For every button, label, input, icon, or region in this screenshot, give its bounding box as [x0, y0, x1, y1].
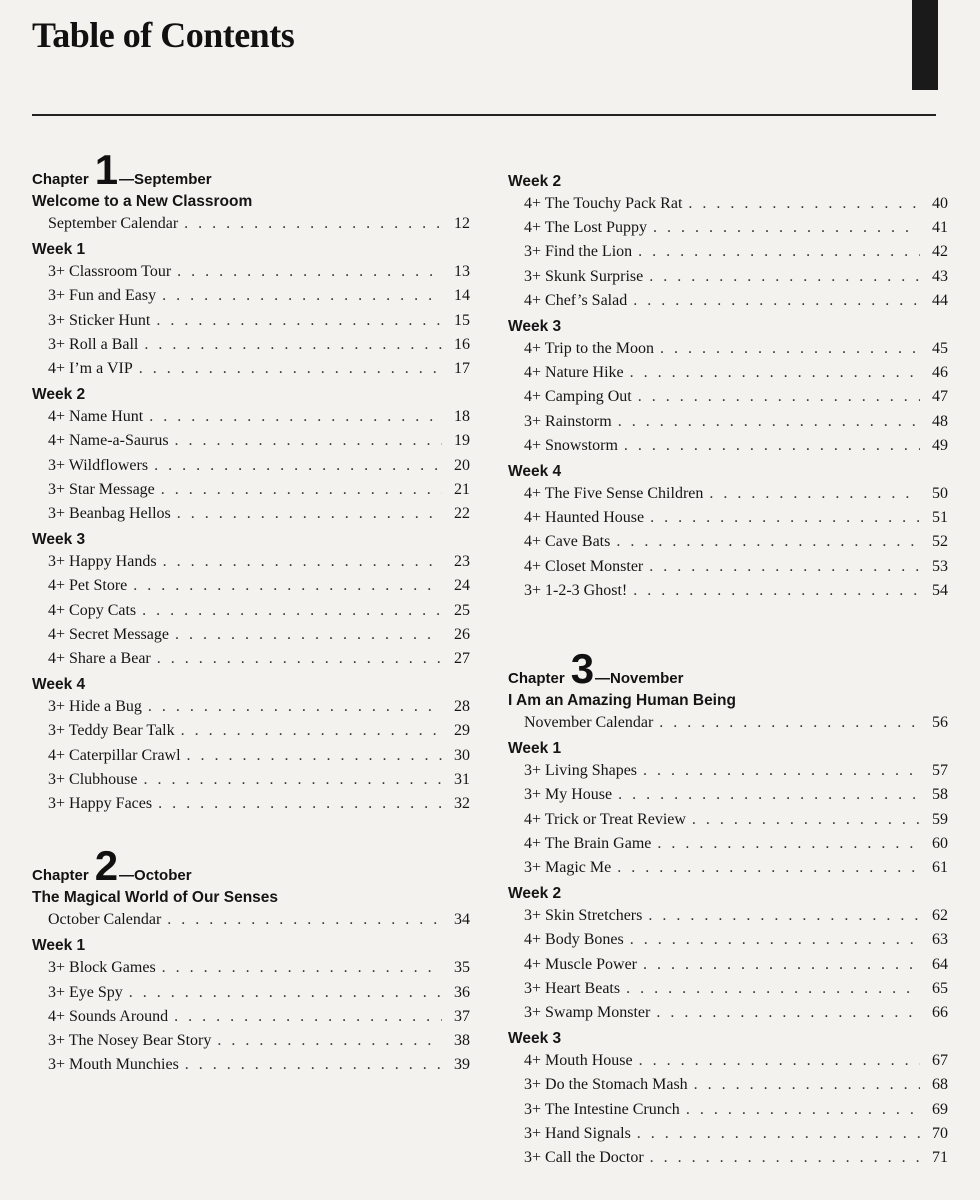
entry-label: 3+ Happy Faces [48, 795, 153, 813]
dot-leader [144, 333, 442, 357]
dot-leader [649, 265, 920, 289]
toc-entry[interactable] [32, 695, 470, 719]
entry-label: 4+ Name-a-Saurus [48, 432, 169, 450]
toc-entry[interactable] [508, 904, 948, 928]
page-number: 20 [454, 456, 470, 474]
entry-label: October Calendar [48, 911, 162, 929]
entry-label: 3+ 1-2-3 Ghost! [524, 581, 628, 599]
chapter-month: —October [119, 867, 192, 885]
dot-leader [692, 808, 920, 832]
toc-entry[interactable] [508, 1001, 948, 1025]
dot-leader [637, 1122, 920, 1146]
page-number: 15 [454, 311, 470, 329]
week-heading: Week 3 [32, 531, 86, 549]
entry-label: 4+ Snowstorm [524, 436, 618, 454]
page-number: 44 [932, 291, 948, 309]
toc-entry[interactable] [32, 260, 470, 284]
page-number: 58 [932, 786, 948, 804]
entry-label: 4+ Camping Out [524, 388, 632, 406]
dot-leader [624, 434, 920, 458]
dot-leader [148, 695, 442, 719]
title-rule [32, 114, 936, 116]
dot-leader [167, 908, 442, 932]
page-number: 25 [454, 601, 470, 619]
page-number: 28 [454, 698, 470, 716]
entry-label: 3+ Happy Hands [48, 553, 157, 571]
page-number: 65 [932, 979, 948, 997]
dot-leader [133, 574, 442, 598]
toc-entry[interactable] [32, 768, 470, 792]
page-number: 22 [454, 505, 470, 523]
toc-entry[interactable] [32, 908, 470, 932]
page-number: 27 [454, 650, 470, 668]
toc-entry[interactable] [508, 530, 948, 554]
toc-entry[interactable] [32, 574, 470, 598]
entry-label: 4+ Closet Monster [524, 557, 644, 575]
dot-leader [142, 599, 442, 623]
toc-entry[interactable] [32, 623, 470, 647]
week-heading: Week 1 [32, 937, 86, 955]
entry-label: 4+ Body Bones [524, 931, 624, 949]
dot-leader [175, 429, 442, 453]
page-number: 39 [454, 1056, 470, 1074]
page-number: 49 [932, 436, 948, 454]
entry-label: 3+ Clubhouse [48, 770, 138, 788]
page-number: 46 [932, 364, 948, 382]
entry-label: September Calendar [48, 215, 179, 232]
page-number: 23 [454, 553, 470, 571]
dot-leader [616, 530, 920, 554]
chapter-heading [32, 146, 470, 193]
page-number: 57 [932, 762, 948, 780]
entry-label: 4+ Mouth House [524, 1052, 633, 1070]
entry-label: 4+ Muscle Power [524, 955, 638, 973]
entry-label: 4+ Trip to the Moon [524, 340, 654, 358]
dot-leader [181, 719, 442, 743]
left-column [32, 146, 470, 1077]
week-heading: Week 2 [508, 885, 562, 903]
page-number: 45 [932, 340, 948, 358]
week-heading: Week 3 [508, 318, 562, 336]
entry-label: 3+ Wildflowers [48, 456, 149, 474]
week-heading: Week 1 [508, 740, 562, 758]
dot-leader [638, 385, 920, 409]
page-number: 16 [454, 335, 470, 353]
dot-leader [709, 482, 920, 506]
entry-label: 4+ Caterpillar Crawl [48, 746, 181, 764]
entry-label: 3+ The Intestine Crunch [524, 1100, 680, 1118]
dot-leader [643, 953, 920, 977]
dot-leader [626, 977, 920, 1001]
page-number: 51 [932, 509, 948, 527]
entry-label: 3+ Classroom Tour [48, 263, 172, 281]
toc-entry[interactable] [32, 1053, 470, 1077]
week-heading: Week 3 [508, 1030, 562, 1048]
dot-leader [630, 361, 920, 385]
dot-leader [650, 506, 920, 530]
toc-entry[interactable] [508, 410, 948, 434]
entry-label: 4+ Copy Cats [48, 601, 137, 619]
chapter-title: I Am an Amazing Human Being [508, 692, 736, 710]
page-number: 42 [932, 243, 948, 261]
page-number: 24 [454, 577, 470, 595]
dot-leader [650, 1146, 920, 1170]
dot-leader [617, 856, 920, 880]
entry-label: 4+ Nature Hike [524, 364, 624, 382]
page-number: 12 [454, 215, 470, 232]
chapter-number: 2 [94, 842, 118, 890]
page-number: 50 [932, 485, 948, 503]
page-number: 54 [932, 581, 948, 599]
chapter-section [508, 645, 948, 1170]
dot-leader [175, 623, 442, 647]
toc-entry[interactable] [32, 981, 470, 1005]
toc-entry[interactable] [508, 337, 948, 361]
page-number: 70 [932, 1124, 948, 1142]
dot-leader [638, 240, 920, 264]
toc-entry[interactable] [508, 783, 948, 807]
dot-leader [157, 647, 442, 671]
entry-label: 4+ Cave Bats [524, 533, 611, 551]
toc-entry[interactable] [32, 454, 470, 478]
page-number: 40 [932, 195, 948, 212]
entry-label: 4+ Sounds Around [48, 1007, 169, 1025]
toc-entry[interactable] [32, 309, 470, 333]
page-title: Table of Contents [32, 15, 295, 55]
chapter-word: Chapter [32, 171, 89, 188]
entry-label: 3+ Star Message [48, 480, 155, 498]
page-number: 31 [454, 770, 470, 788]
toc-entry[interactable] [508, 579, 948, 603]
chapter-heading [508, 645, 948, 693]
page-number: 52 [932, 533, 948, 551]
chapter-word: Chapter [32, 867, 89, 885]
chapter-section [32, 146, 470, 816]
toc-entry[interactable] [508, 265, 948, 289]
dot-leader [187, 744, 442, 768]
page-number: 69 [932, 1100, 948, 1118]
page-number: 13 [454, 263, 470, 281]
week-heading: Week 4 [508, 463, 562, 481]
page-number: 56 [932, 714, 948, 732]
page-number: 35 [454, 959, 470, 977]
dot-leader [639, 1049, 920, 1073]
toc-entry[interactable] [508, 216, 948, 240]
dot-leader [656, 1001, 920, 1025]
page-number: 26 [454, 625, 470, 643]
entry-label: 4+ Share a Bear [48, 650, 151, 668]
entry-label: 3+ My House [524, 786, 613, 804]
page-number: 38 [454, 1032, 470, 1050]
dot-leader [158, 792, 442, 816]
entry-label: 4+ I’m a VIP [48, 360, 133, 378]
chapter-heading [32, 842, 470, 890]
toc-entry[interactable] [508, 856, 948, 880]
toc-entry[interactable] [32, 550, 470, 574]
page-number: 14 [454, 287, 470, 305]
week-heading: Week 4 [32, 676, 86, 694]
entry-label: 3+ Beanbag Hellos [48, 505, 171, 523]
toc-entry[interactable] [32, 647, 470, 671]
entry-label: 3+ Eye Spy [48, 983, 123, 1001]
dot-leader [185, 1053, 442, 1077]
toc-entry[interactable] [32, 333, 470, 357]
entry-label: 3+ Rainstorm [524, 412, 612, 430]
entry-label: 3+ Fun and Easy [48, 287, 157, 305]
entry-label: 4+ The Touchy Pack Rat [524, 195, 683, 212]
toc-entry[interactable] [508, 192, 948, 216]
entry-label: 4+ The Brain Game [524, 834, 652, 852]
toc-entry[interactable] [508, 240, 948, 264]
dot-leader [174, 1005, 442, 1029]
entry-label: 4+ Secret Message [48, 625, 169, 643]
toc-entry[interactable] [32, 1029, 470, 1053]
entry-label: 3+ Living Shapes [524, 762, 638, 780]
page-number: 64 [932, 955, 948, 973]
entry-label: 4+ The Lost Puppy [524, 219, 647, 237]
entry-label: 4+ Name Hunt [48, 408, 144, 426]
entry-label: 3+ Skin Stretchers [524, 907, 643, 925]
toc-entry[interactable] [508, 1049, 948, 1073]
entry-label: 3+ Skunk Surprise [524, 267, 644, 285]
entry-label: 4+ Trick or Treat Review [524, 810, 686, 828]
toc-entry[interactable] [508, 1146, 948, 1170]
toc-entry[interactable] [32, 405, 470, 429]
page-number: 60 [932, 834, 948, 852]
dot-leader [686, 1098, 920, 1122]
dot-leader [162, 956, 442, 980]
page-number: 41 [932, 219, 948, 237]
dot-leader [161, 478, 442, 502]
dot-leader [694, 1073, 920, 1097]
dot-leader [129, 981, 442, 1005]
toc-entry[interactable] [508, 977, 948, 1001]
page-number: 62 [932, 907, 948, 925]
dot-leader [162, 284, 442, 308]
dot-leader [688, 192, 920, 216]
dot-leader [154, 454, 442, 478]
toc-entry[interactable] [508, 506, 948, 530]
chapter-section [32, 842, 470, 1077]
dot-leader [139, 357, 442, 381]
chapter-month: —September [119, 171, 212, 188]
page-number: 36 [454, 983, 470, 1001]
page-number: 34 [454, 911, 470, 929]
entry-label: 3+ Sticker Hunt [48, 311, 151, 329]
entry-label: 3+ Magic Me [524, 859, 612, 877]
entry-label: 3+ Find the Lion [524, 243, 633, 261]
toc-entry[interactable] [32, 956, 470, 980]
page-number: 66 [932, 1004, 948, 1022]
page-number: 19 [454, 432, 470, 450]
dot-leader [184, 212, 442, 236]
page-edge-tab-marker [912, 0, 938, 90]
entry-label: 3+ Do the Stomach Mash [524, 1076, 688, 1094]
toc-entry[interactable] [508, 808, 948, 832]
week-heading: Week 2 [32, 386, 86, 404]
entry-label: 3+ Mouth Munchies [48, 1056, 179, 1074]
entry-label: 3+ Swamp Monster [524, 1004, 651, 1022]
toc-entry[interactable] [508, 361, 948, 385]
dot-leader [177, 260, 442, 284]
page-number: 18 [454, 408, 470, 426]
toc-entry[interactable] [32, 792, 470, 816]
toc-entry[interactable] [508, 385, 948, 409]
chapter-title: Welcome to a New Classroom [32, 193, 253, 210]
toc-entry[interactable] [508, 555, 948, 579]
entry-label: 4+ Chef’s Salad [524, 291, 628, 309]
toc-entry[interactable] [32, 599, 470, 623]
page-number: 48 [932, 412, 948, 430]
toc-entry[interactable] [32, 719, 470, 743]
dot-leader [649, 555, 920, 579]
week-heading: Week 2 [508, 173, 562, 190]
page-number: 68 [932, 1076, 948, 1094]
toc-entry[interactable] [32, 478, 470, 502]
toc-entry[interactable] [508, 832, 948, 856]
toc-entry[interactable] [32, 429, 470, 453]
page-number: 63 [932, 931, 948, 949]
chapter-word: Chapter [508, 670, 565, 688]
dot-leader [643, 759, 920, 783]
dot-leader [163, 550, 442, 574]
week-heading: Week 1 [32, 241, 86, 259]
dot-leader [660, 337, 920, 361]
page-number: 17 [454, 360, 470, 378]
entry-label: 4+ Pet Store [48, 577, 128, 595]
page-number: 59 [932, 810, 948, 828]
toc-entry[interactable] [508, 1073, 948, 1097]
entry-label: 3+ Roll a Ball [48, 335, 139, 353]
entry-label: 3+ Teddy Bear Talk [48, 722, 175, 740]
entry-label: 3+ Hide a Bug [48, 698, 142, 716]
chapter-month: —November [595, 670, 684, 688]
toc-entry[interactable] [508, 759, 948, 783]
dot-leader [659, 711, 920, 735]
page-number: 43 [932, 267, 948, 285]
toc-entry[interactable] [508, 434, 948, 458]
toc-entry[interactable] [508, 928, 948, 952]
dot-leader [177, 502, 442, 526]
right-column [508, 168, 948, 1170]
toc-entry[interactable] [508, 482, 948, 506]
page-number: 47 [932, 388, 948, 406]
page-number: 29 [454, 722, 470, 740]
page-number: 21 [454, 480, 470, 498]
dot-leader [143, 768, 442, 792]
dot-leader [633, 579, 920, 603]
dot-leader [217, 1029, 442, 1053]
entry-label: 4+ The Five Sense Children [524, 485, 704, 503]
toc-entry[interactable] [32, 1005, 470, 1029]
entry-label: 3+ Block Games [48, 959, 156, 977]
toc-entry[interactable] [32, 502, 470, 526]
page-number: 61 [932, 859, 948, 877]
toc-entry[interactable] [508, 1098, 948, 1122]
dot-leader [156, 309, 442, 333]
dot-leader [618, 783, 920, 807]
chapter-title: The Magical World of Our Senses [32, 889, 279, 907]
toc-entry[interactable] [32, 744, 470, 768]
toc-entry[interactable] [508, 711, 948, 735]
dot-leader [149, 405, 442, 429]
page-number: 71 [932, 1149, 948, 1167]
toc-entry[interactable] [32, 284, 470, 308]
dot-leader [633, 289, 920, 313]
entry-label: 3+ Heart Beats [524, 979, 621, 997]
entry-label: November Calendar [524, 714, 654, 732]
entry-label: 3+ Call the Doctor [524, 1149, 644, 1167]
page-number: 53 [932, 557, 948, 575]
dot-leader [648, 904, 920, 928]
toc-entry[interactable] [508, 953, 948, 977]
entry-label: 3+ Hand Signals [524, 1124, 631, 1142]
entry-label: 4+ Haunted House [524, 509, 645, 527]
dot-leader [618, 410, 920, 434]
toc-entry[interactable] [32, 357, 470, 381]
entry-label: 3+ The Nosey Bear Story [48, 1032, 212, 1050]
dot-leader [657, 832, 920, 856]
chapter-number: 1 [94, 146, 118, 193]
chapter-number: 3 [570, 645, 594, 693]
toc-entry[interactable] [508, 1122, 948, 1146]
toc-entry[interactable] [508, 289, 948, 313]
toc-entry[interactable] [32, 212, 470, 236]
page-number: 30 [454, 746, 470, 764]
page-number: 37 [454, 1007, 470, 1025]
dot-leader [630, 928, 920, 952]
page-number: 67 [932, 1052, 948, 1070]
page-number: 32 [454, 795, 470, 813]
dot-leader [653, 216, 920, 240]
